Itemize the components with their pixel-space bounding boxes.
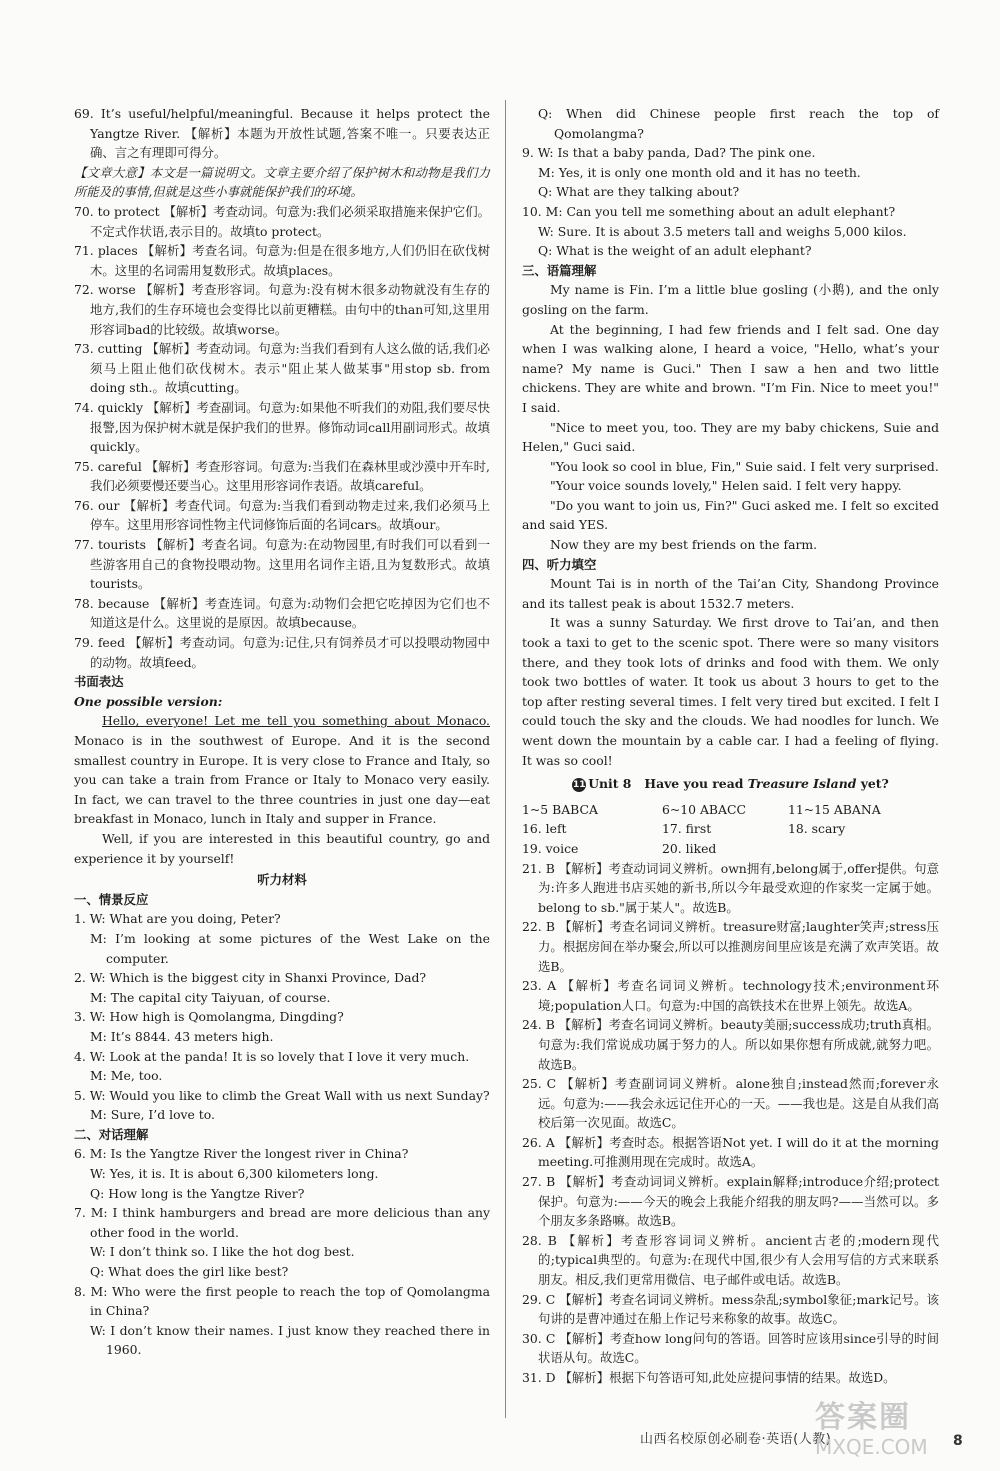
answer-21: 21. B 【解析】考查动词词义辨析。own拥有,belong属于,offer提供。句意为:许多人跑进书店买她的新书,所以今年最受欢迎的作家奖一定属于她。belong to sb."属于某人"。故选B。: [522, 860, 939, 915]
section-heading-1: 一、情景反应: [74, 891, 149, 907]
answer-cell: 1~5 BABCA: [522, 801, 598, 817]
writing-subheading: One possible version:: [74, 693, 223, 709]
unit-number-badge: 11: [572, 780, 586, 791]
listening-line: Q: What does the girl like best?: [90, 1264, 289, 1280]
answer-71: 71. places 【解析】考查名词。句意为:但是在很多地方,人们仍旧在砍伐树木。这里的名词需用复数形式。故填places。: [74, 243, 490, 278]
listening-line: 7. M: I think hamburgers and bread are more delicious than any other food in the world.: [74, 1205, 490, 1240]
listening-line: W: I don’t know their names. I just know they reached there in 1960.: [90, 1322, 490, 1358]
answer-29: 29. C 【解析】考查名词词义辨析。mess杂乱;symbol象征;mark记号。该句讲的是曹冲通过在船上作记号来称象的故事。故选C。: [522, 1291, 939, 1327]
answer-26: 26. A 【解析】考查时态。根据答语Not yet. I will do it at the morning meeting.可推测用现在完成时。故选A。: [522, 1134, 939, 1170]
listening-line: 9. W: Is that a baby panda, Dad? The pink one.: [522, 145, 816, 161]
unit-title-book: Treasure Island: [747, 776, 857, 792]
watermark-text: 答案圈: [815, 1400, 911, 1435]
unit-title-c: yet?: [860, 776, 889, 792]
answer-cell: 17. first: [662, 821, 712, 837]
passage-paragraph: My name is Fin. I’m a little blue gosling (小鹅), and the only gosling on the farm.: [522, 282, 939, 317]
answer-row: [522, 839, 939, 859]
watermark-url: MXQE.COM: [815, 1435, 928, 1459]
answer-27: 27. B 【解析】考查动词词义辨析。explain解释;introduce介绍;protect保护。句意为:——今天的晚会上我能介绍我的朋友吗?——当然可以。多个朋友多条路嘛。故选B。: [522, 1174, 939, 1229]
listening-line: 6. M: Is the Yangtze River the longest river in China?: [74, 1146, 409, 1162]
left-column: [74, 104, 490, 1360]
listening-line: Q: What is the weight of an adult elephant?: [538, 243, 812, 259]
writing-paragraph-2: Well, if you are interested in this beautiful country, go and experience it by yourself!: [74, 830, 490, 866]
answer-28: 28. B 【解析】考查形容词词义辨析。ancient古老的;modern现代的;typical典型的。句意为:在现代中国,很少有人会用写信的方式来联系朋友。相反,我们更常用微信、电子邮件或电话。故选B。: [522, 1232, 939, 1288]
answer-24: 24. B 【解析】考查名词词义辨析。beauty美丽;success成功;truth真相。句意为:我们常说成功属于努力的人。所以如果你想有所成就,就努力吧。故选B。: [522, 1017, 939, 1072]
page-number: 8: [953, 1433, 963, 1449]
passage-paragraph: At the beginning, I had few friends and I felt sad. One day when I was walking alone, I heard a voice, "Hello, what’s your name? My name is Guci." Then I saw a hen and two little chickens. They are white and brown. "I’m Fin. Nice to meet you!" I said.: [522, 321, 939, 415]
answer-69: 69. It’s useful/helpful/meaningful. Because it helps protect the Yangtze River. 【解析】本题为开放性试题,答案不唯一。只要表达正确、言之有理即可得分。: [74, 106, 490, 161]
answer-74: 74. quickly 【解析】考查副词。句意为:如果他不听我们的劝阻,我们要尽快报警,因为保护树木就是保护我们的世界。修饰动词call用副词形式。故填quickly。: [74, 399, 490, 455]
answer-cell: 16. left: [522, 821, 567, 837]
answer-77: 77. tourists 【解析】考查名词。句意为:在动物园里,有时我们可以看到一些游客用自己的食物投喂动物。这里用名词作主语,且为复数形式。故填tourists。: [74, 537, 490, 592]
listening-line: M: Sure, I’d love to.: [90, 1107, 215, 1123]
unit-heading: [522, 774, 939, 794]
writing-opening-line: Hello, everyone! Let me tell you something about Monaco.: [102, 713, 490, 729]
listening-line: 4. W: Look at the panda! It is so lovely that I love it very much.: [74, 1048, 470, 1064]
answer-row: [522, 819, 939, 839]
answer-73: 73. cutting 【解析】考查动词。句意为:当我们看到有人这么做的话,我们必须马上阻止他们砍伐树木。表示"阻止某人做某事"用stop sb. from doing sth.。故填cutting。: [74, 341, 490, 396]
answer-78: 78. because 【解析】考查连词。句意为:动物们会把它吃掉因为它们也不知道这是什么。这里说的是原因。故填because。: [74, 595, 490, 631]
listening-line: Q: What are they talking about?: [538, 184, 740, 200]
writing-paragraph-1: [74, 711, 490, 829]
answer-22: 22. B 【解析】考查名词词义辨析。treasure财富;laughter笑声;stress压力。根据房间在举办聚会,所以可以推测房间里应该是充满了欢声笑语。故选B。: [522, 919, 939, 974]
unit-label: Unit 8: [588, 776, 632, 792]
answer-25: 25. C 【解析】考查副词词义辨析。alone独自;instead然而;forever永远。句意为:——我会永远记住开心的一天。——我也是。这是自从我们高校后第一次见面。故选C。: [522, 1076, 939, 1131]
answer-75: 75. careful 【解析】考查形容词。句意为:当我们在森林里或沙漠中开车时,我们必须要慢还要当心。这里用形容词作表语。故填careful。: [74, 458, 490, 494]
listening-line: W: Yes, it is. It is about 6,300 kilometers long.: [90, 1166, 379, 1182]
listening-line: M: I’m looking at some pictures of the West Lake on the computer.: [90, 930, 490, 966]
listening-heading: 听力材料: [257, 872, 307, 888]
answer-31: 31. D 【解析】根据下句答语可知,此处应提问事情的结果。故选D。: [522, 1370, 896, 1385]
passage-paragraph: It was a sunny Saturday. We first drove to Tai’an, and then took a taxi to get to the scenic spot. There were so many visitors there, and they took lots of drinks and food with them. We only took two bottles of water. It took us about 3 hours to get to the top after resting several times. I felt very tired but excited. I felt I could touch the sky and the clouds. We had noodles for lunch. We went down the mountain by a cable car. I had a feeling of flying. It was so cool!: [522, 615, 939, 768]
listening-line: M: The capital city Taiyuan, of course.: [90, 989, 331, 1005]
answer-cell: 11~15 ABANA: [788, 801, 881, 817]
answer-79: 79. feed 【解析】考查动词。句意为:记住,只有饲养员才可以投喂动物园中的动物。故填feed。: [74, 635, 490, 670]
passage-paragraph: "Do you want to join us, Fin?" Guci asked me. I felt so excited and said YES.: [522, 497, 939, 533]
listening-line: 2. W: Which is the biggest city in Shanxi Province, Dad?: [74, 970, 427, 986]
writing-body: Monaco is in the southwest of Europe. And it is the second smallest country in Europe. It is very close to France and Italy, so you can take a train from France or Italy to Monaco very easily. In fact, we can travel to the three countries in just one day—eat breakfast in Monaco, lunch in Italy and supper in France.: [74, 733, 490, 827]
answer-76: 76. our 【解析】考查代词。句意为:当我们看到动物走过来,我们必须马上停车。这里用形容词性物主代词修饰后面的名词cars。故填our。: [74, 497, 490, 533]
page-footer: 山西名校原创必刷卷·英语(人教): [640, 1432, 832, 1447]
answer-cell: 20. liked: [662, 840, 717, 856]
listening-line: Q: How long is the Yangtze River?: [90, 1185, 305, 1201]
listening-line: Q: When did Chinese people first reach the top of Qomolangma?: [538, 106, 939, 141]
passage-paragraph: "You look so cool in blue, Fin," Suie said. I felt very surprised.: [550, 458, 939, 474]
answer-72: 72. worse 【解析】考查形容词。句意为:没有树木很多动物就没有生存的地方,我们的生存环境也会变得比以前更糟糕。由句中的than可知,这里用形容词bad的比较级。故填worse。: [74, 282, 490, 337]
article-summary: 【文章大意】本文是一篇说明文。文章主要介绍了保护树木和动物是我们力所能及的事情,但就是这些小事就能保护我们的环境。: [74, 164, 490, 200]
listening-line: M: Me, too.: [90, 1068, 163, 1084]
listening-line: 5. W: Would you like to climb the Great Wall with us next Sunday?: [74, 1087, 490, 1103]
listening-line: 1. W: What are you doing, Peter?: [74, 911, 281, 927]
listening-line: W: Sure. It is about 3.5 meters tall and weighs 5,000 kilos.: [538, 223, 907, 239]
answer-23: 23. A 【解析】考查名词词义辨析。technology技术;environment环境;population人口。句意为:中国的高铁技术在世界上领先。故选A。: [522, 978, 939, 1013]
listening-line: 3. W: How high is Qomolangma, Dingding?: [74, 1009, 344, 1025]
listening-line: M: Yes, it is only one month old and it has no teeth.: [538, 164, 861, 180]
answer-row: [522, 800, 939, 820]
answer-cell: 19. voice: [522, 840, 579, 856]
listening-line: 10. M: Can you tell me something about an adult elephant?: [522, 203, 896, 219]
section-heading-2: 二、对话理解: [74, 1126, 149, 1142]
column-divider: [505, 100, 506, 1418]
listening-line: M: It’s 8844. 43 meters high.: [90, 1028, 274, 1044]
passage-paragraph: "Nice to meet you, too. They are my baby chickens, Suie and Helen," Guci said.: [522, 419, 939, 455]
right-column: [522, 104, 939, 1388]
section-heading-3: 三、语篇理解: [522, 262, 597, 278]
unit-title-a: Have you read: [644, 776, 744, 792]
answer-70: 70. to protect 【解析】考查动词。句意为:我们必须采取措施来保护它们。不定式作状语,表示目的。故填to protect。: [74, 203, 490, 239]
passage-paragraph: Now they are my best friends on the farm.: [550, 537, 818, 553]
listening-line: 8. M: Who were the first people to reach the top of Qomolangma in China?: [74, 1283, 490, 1319]
answer-30: 30. C 【解析】考查how long问句的答语。回答时应该用since引导的时间状语从句。故选C。: [522, 1330, 939, 1366]
writing-heading: 书面表达: [74, 674, 124, 690]
answer-cell: 6~10 ABACC: [662, 801, 746, 817]
watermark-logo: [815, 1400, 990, 1464]
passage-paragraph: Mount Tai is in north of the Tai’an City, Shandong Province and its tallest peak is about 1532.7 meters.: [522, 576, 939, 611]
section-heading-4: 四、听力填空: [522, 556, 597, 572]
answer-cell: 18. scary: [788, 821, 846, 837]
listening-line: W: I don’t think so. I like the hot dog best.: [90, 1244, 355, 1260]
passage-paragraph: "Your voice sounds lovely," Helen said. I felt very happy.: [550, 478, 902, 494]
